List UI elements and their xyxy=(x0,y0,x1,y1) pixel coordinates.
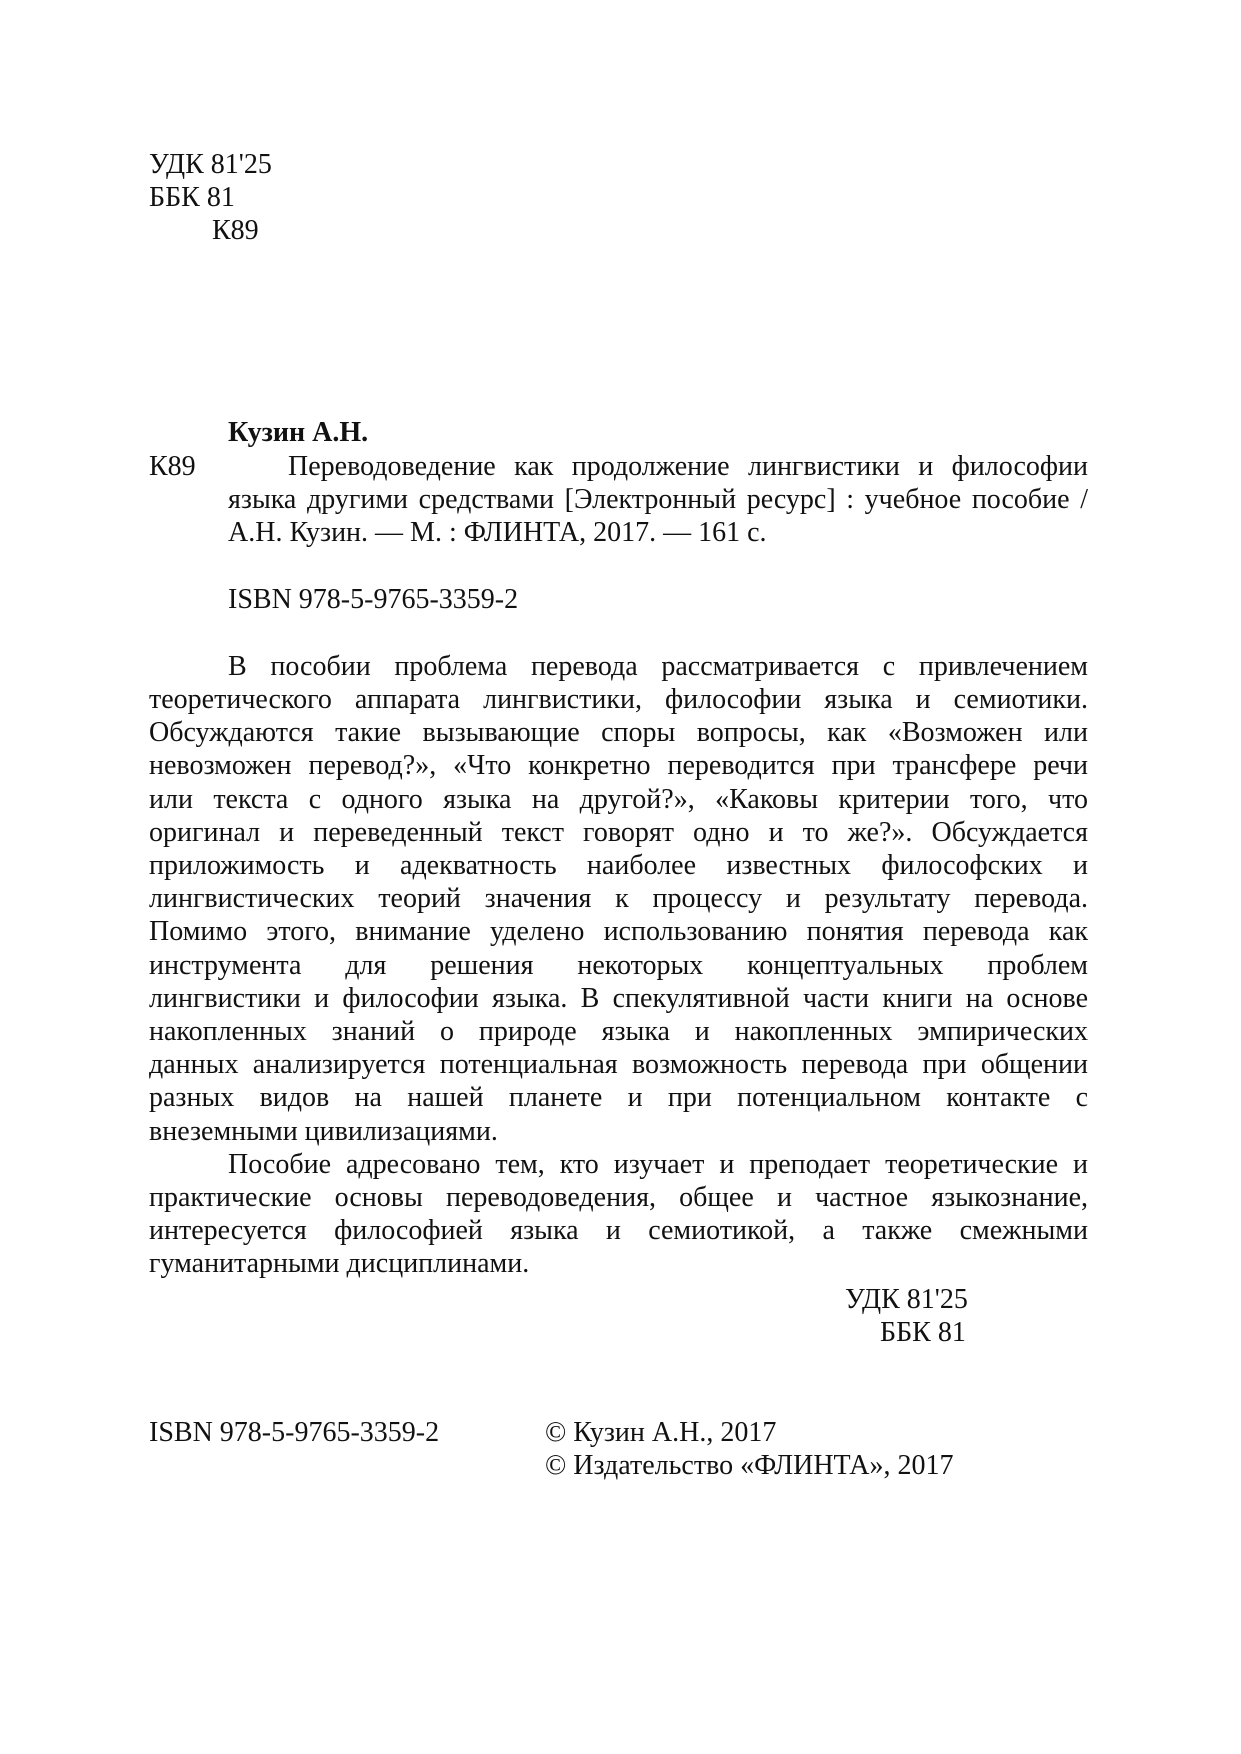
abstract-line: инструмента для решения некоторых концептуальных проблем xyxy=(149,950,1088,981)
abstract-line: разных видов на нашей планете и при потенциальном контакте с xyxy=(149,1082,1088,1113)
title-line-3: А.Н. Кузин. — М. : ФЛИНТА, 2017. — 161 с. xyxy=(228,517,767,548)
copyright-publisher: © Издательство «ФЛИНТА», 2017 xyxy=(545,1450,954,1481)
abstract-line: Пособие адресовано тем, кто изучает и преподает теоретические и xyxy=(228,1149,1088,1180)
abstract-line: внеземными цивилизациями. xyxy=(149,1116,498,1147)
author-heading: Кузин А.Н. xyxy=(228,417,369,448)
abstract-line: интересуется философией языка и семиотикой, а также смежными xyxy=(149,1215,1088,1246)
abstract-line: лингвистических теорий значения к процессу и результату перевода. xyxy=(149,883,1088,914)
bbk-code-bottom: ББК 81 xyxy=(880,1317,966,1348)
abstract-line: лингвистики и философии языка. В спекулятивной части книги на основе xyxy=(149,983,1088,1014)
abstract-line: невозможен перевод?», «Что конкретно переводится при трансфере речи xyxy=(149,750,1088,781)
abstract-line: накопленных знаний о природе языка и накопленных эмпирических xyxy=(149,1016,1088,1047)
abstract-line: гуманитарными дисциплинами. xyxy=(149,1248,530,1279)
udk-code-bottom: УДК 81'25 xyxy=(845,1284,968,1315)
abstract-line: теоретического аппарата лингвистики, философии языка и семиотики. xyxy=(149,684,1088,715)
abstract-line: оригинал и переведенный текст говорят одно и то же?». Обсуждается xyxy=(149,817,1088,848)
abstract-line: Помимо этого, внимание уделено использованию понятия перевода как xyxy=(149,916,1088,947)
udk-code: УДК 81'25 xyxy=(149,149,272,180)
isbn-footer: ISBN 978-5-9765-3359-2 xyxy=(149,1417,440,1448)
abstract-line: данных анализируется потенциальная возможность перевода при общении xyxy=(149,1049,1088,1080)
author-mark-entry: К89 xyxy=(149,451,196,482)
abstract-line: приложимость и адекватность наиболее известных философских и xyxy=(149,850,1088,881)
bbk-code: ББК 81 xyxy=(149,182,235,213)
abstract-line: В пособии проблема перевода рассматривается с привлечением xyxy=(228,651,1088,682)
abstract-line: или текста с одного языка на другой?», «Каковы критерии того, что xyxy=(149,784,1088,815)
title-line-1: Переводоведение как продолжение лингвистики и философии xyxy=(288,451,1088,482)
abstract-line: Обсуждаются такие вызывающие споры вопросы, как «Возможен или xyxy=(149,717,1088,748)
abstract-line: практические основы переводоведения, общее и частное языкознание, xyxy=(149,1182,1088,1213)
copyright-author: © Кузин А.Н., 2017 xyxy=(545,1417,777,1448)
isbn-entry: ISBN 978-5-9765-3359-2 xyxy=(228,584,519,615)
author-mark-top: К89 xyxy=(212,215,259,246)
title-line-2: языка другими средствами [Электронный ресурс] : учебное пособие / xyxy=(228,484,1088,515)
